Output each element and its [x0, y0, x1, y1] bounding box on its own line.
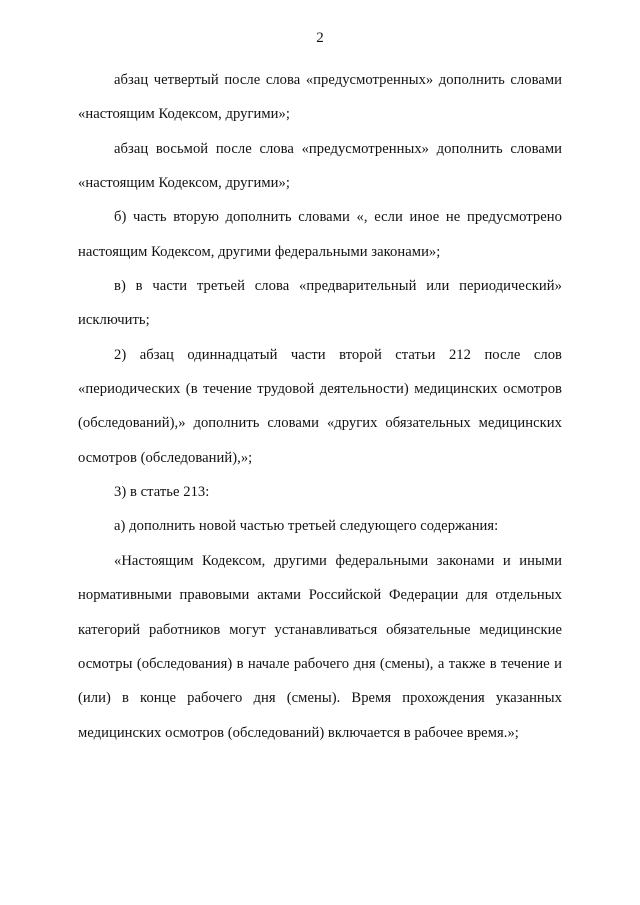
paragraph-item-2: абзац восьмой после слова «предусмотренных» дополнить словами «настоящим Кодексом, другими»;: [78, 140, 562, 192]
paragraph-item-a: а) дополнить новой частью третьей следующего содержания:: [114, 518, 499, 535]
paragraph-item-1: абзац четвертый после слова «предусмотренных» дополнить словами «настоящим Кодексом, другими»;: [78, 72, 562, 123]
paragraph-item-b: б) часть вторую дополнить словами «, если иное не предусмотрено настоящим Кодексом, другими федеральными законами»;: [78, 209, 562, 260]
page-number: 2: [316, 30, 324, 46]
paragraph-item-2-article-212: 2) абзац одиннадцатый части второй статьи 212 после слов «периодических (в течение трудовой деятельности) медицинских осмотров (обследований),» дополнить словами «других обязательных медицинских осмотров (обследований),»;: [78, 346, 562, 466]
document-body: [78, 63, 562, 750]
paragraph-item-3-article-213: 3) в статье 213:: [114, 484, 210, 501]
paragraph-item-v: в) в части третьей слова «предварительный или периодический» исключить;: [78, 278, 562, 329]
paragraph-quoted-text: «Настоящим Кодексом, другими федеральными законами и иными нормативными правовыми актами Российской Федерации для отдельных категорий работников могут устанавливаться обязательные медицинские осмотры (обследования) в начале рабочего дня (смены), а также в течение и (или) в конце рабочего дня (смены). Время прохождения указанных медицинских осмотров (обследований) включается в рабочее время.»;: [78, 552, 562, 741]
